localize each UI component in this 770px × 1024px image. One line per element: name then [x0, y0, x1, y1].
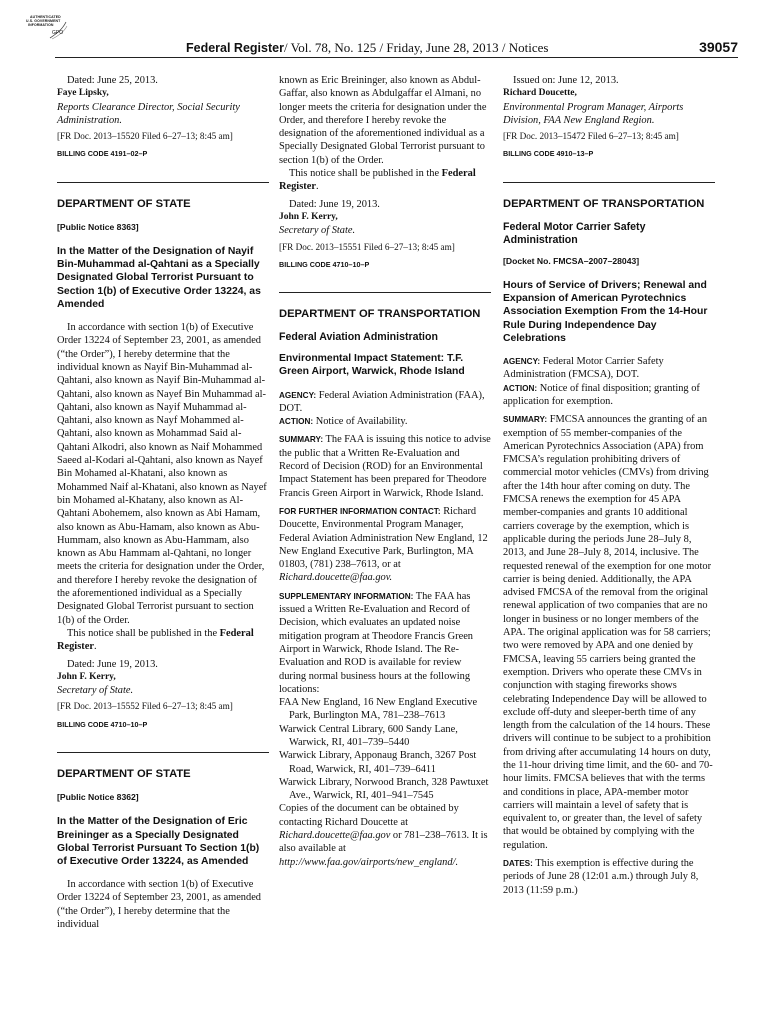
column-2 — [279, 74, 491, 869]
issue-info: / Vol. 78, No. 125 / Friday, June 28, 2013 / Notices — [283, 40, 549, 55]
billing-code: BILLING CODE 4191–02–P — [57, 149, 148, 159]
document-title: Environmental Impact Statement: T.F. Green Airport, Warwick, Rhode Island — [279, 353, 465, 378]
dates-section: DATES: This exemption is effective during the periods of June 28 (12:01 a.m.) through July 8, 2013 (11:59 p.m.) — [503, 858, 699, 896]
page-number: 39057 — [699, 39, 738, 55]
publication-note: This notice shall be published in the Federal Register. — [57, 627, 254, 653]
agency-section: AGENCY: Federal Aviation Administration (FAA), DOT. ACTION: Notice of Availability. — [279, 389, 485, 428]
billing-code: BILLING CODE 4710–10–P — [57, 719, 148, 729]
logo-gpo: GPO — [52, 30, 64, 36]
section-divider — [57, 182, 269, 183]
logo-line-2: U.S. GOVERNMENT — [26, 19, 61, 23]
public-notice-number: [Public Notice 8362] — [57, 792, 139, 802]
sub-agency-heading: Federal Motor Carrier Safety Administration — [503, 220, 646, 246]
location-item: Warwick Central Library, 600 Sandy Lane, Warwick, RI, 401–739–5440 — [279, 723, 458, 748]
document-title: In the Matter of the Designation of Eric Breininger as a Specially Designated Global Terrorist Pursuant To Section 1(b) of Executive Order 13224, as Amended — [57, 816, 260, 867]
logo-line-1: AUTHENTICATED — [30, 15, 61, 19]
body-paragraph: In accordance with section 1(b) of Executive Order 13224 of September 23, 2001, as amended (“the Order”), I hereby determine that the individual — [57, 879, 262, 930]
column-1 — [57, 74, 269, 931]
section-divider — [279, 292, 491, 293]
billing-code: BILLING CODE 4710–10–P — [279, 259, 370, 269]
summary-section: SUMMARY: FMCSA announces the granting of an exemption of 55 member-companies of the American Pyrotechnics Association (APA) from FMCSA’s regulation prohibiting drivers of commercial motor vehicles (CMVs) from driving after the 14th hour after coming on duty. The FMCSA renews the exemption for 45 APA member-companies and grants 10 additional carriers coverage by the exemption, which is applicable during the periods June 28–July 8, 2013, and June 28–July 8, 2014, inclusive. The requested renewal of the exemption for one motor carrier is being denied. Additionally, the APA advised FMCSA of the removal from the original renewal application of two companies that are no longer in business or no longer members of the APA. The original application was for 58 carriers; two were removed by APA and one denied by FMCSA, leaving 55 carriers being granted the exemption. Drivers who operate these CMVs in conjunction with staging fireworks shows celebrating Independence Day will be allowed to exclude off-duty and sleeper-berth time of any length from the calculation of the 14 hours. These drivers will continue to be subject to a prohibition from driving after accumulating 14 hours on duty, the 11-hour driving time limit, and the 60- and 70-hour limits. FMCSA believes that with the terms and conditions in place, APA-member motor carriers will maintain a level of safety that is equivalent to, or greater than, the level of safety that would be obtained by complying with the regulation. — [503, 414, 713, 851]
contact-section: FOR FURTHER INFORMATION CONTACT: Richard Doucette, Environmental Program Manager, Federal Aviation Administration New England, 12 New England Executive Park, Burlington, MA 01803, (781) 238–7613, or at Richard.doucette@faa.gov. — [279, 505, 488, 584]
summary-section: SUMMARY: The FAA is issuing this notice to advise the public that a Written Re-Evaluation and Record of Decision (ROD) for an Environmental Impact Statement has been prepared for Theodore Francis Green Airport in Warwick, Rhode Island. — [279, 434, 491, 499]
logo-line-3: INFORMATION — [28, 23, 54, 27]
signature-date: Dated: June 25, 2013. — [67, 75, 158, 86]
signer-name: Faye Lipsky, — [57, 88, 109, 99]
section-divider — [57, 752, 269, 753]
fr-doc-citation: [FR Doc. 2013–15520 Filed 6–27–13; 8:45 am] — [57, 131, 233, 142]
department-heading: DEPARTMENT OF STATE — [57, 197, 191, 210]
copies-paragraph: Copies of the document can be obtained by contacting Richard Doucette at Richard.doucette@faa.gov or 781–238–7613. It is also available at http://www.faa.gov/airports/new_england/. — [279, 803, 488, 868]
gpo-authenticated-logo — [22, 12, 68, 40]
signature-date: Issued on: June 12, 2013. — [513, 75, 619, 86]
document-title: Hours of Service of Drivers; Renewal and Expansion of American Pyrotechnics Association Exemption From the 14-Hour Rule During Independence Day Celebrations — [503, 280, 708, 344]
document-title: In the Matter of the Designation of Nayif Bin-Muhammad al-Qahtani as a Specially Designated Global Terrorist Pursuant to Section 1(b) of Executive Order 13224, as Amended — [57, 246, 261, 310]
department-heading: DEPARTMENT OF TRANSPORTATION — [503, 197, 705, 210]
signature-date: Dated: June 19, 2013. — [67, 658, 158, 670]
signer-title: Environmental Program Manager, Airports Division, FAA New England Region. — [503, 101, 684, 126]
column-3 — [503, 74, 715, 902]
body-paragraph: In accordance with section 1(b) of Executive Order 13224 of September 23, 2001, as amended (“the Order”), I hereby determine that the individual known as Nayif Bin-Muhammad al-Qahtani, also known as Nayif Bin-Muhammad al-Qahtani, also known as Nayef Bin Muhammad al-Qahtani, also known as Nayif Muhammad al-Qahtani, also known as Nayf Mohammed al-Qahtani, also known as Mohammad Said al-Qahtani Alkodri, also known as Naif Mohammed Saeed al-Kodari al-Qahtani, also known as Nayef Bin Mohamed al-Khatani, also known as Mohammed Naif al-Khatani, also known as Nayef bin Mohamed al-Khatany, also known as Al-Qahtani Abohemem, also known as Abi Hamam, also known as Abu-Hamam, also known as Abu-Hummam, also known as Abu-Hammam, also known as Abu Hammam al-Qahtani, no longer meets the criteria for designation under the Order, and therefore I hereby revoke the designation of the aforementioned individual as a Specially Designated Global Terrorist pursuant to section 1(b) of the Order. — [57, 322, 267, 626]
body-paragraph-continued: known as Eric Breininger, also known as Abdul-Gaffar, also known as Abdulgaffar el Almani, no longer meets the criteria for designation under the Order, and therefore I hereby revoke the designation of the aforementioned individual as a Specially Designated Global Terrorist pursuant to section 1(b) of the Order. — [279, 75, 487, 166]
signer-name: John F. Kerry, — [57, 671, 116, 682]
docket-number: [Docket No. FMCSA–2007–28043] — [503, 255, 640, 266]
signer-title: Reports Clearance Director, Social Security Administration. — [57, 101, 240, 126]
fr-doc-citation: [FR Doc. 2013–15552 Filed 6–27–13; 8:45 am] — [57, 701, 233, 712]
section-divider — [503, 182, 715, 183]
supplementary-section: SUPPLEMENTARY INFORMATION: The FAA has issued a Written Re-Evaluation and Record of Decision, which evaluates an updated noise mitigation program at Theodore Francis Green Airport in Warwick, Rhode Island. The Re-Evaluation and ROD is available for review during normal business hours at the following locations: — [279, 590, 473, 695]
signer-title: Secretary of State. — [57, 685, 134, 697]
signature-date: Dated: June 19, 2013. — [289, 198, 380, 210]
signer-title: Secretary of State. — [279, 225, 356, 237]
publication-note: This notice shall be published in the Federal Register. — [279, 168, 476, 193]
journal-name: Federal Register — [186, 41, 284, 55]
contact-email-link[interactable]: Richard.doucette@faa.gov. — [279, 572, 393, 584]
department-heading: DEPARTMENT OF STATE — [57, 768, 191, 780]
faa-url-link[interactable]: http://www.faa.gov/airports/new_england/. — [279, 856, 459, 868]
location-item: FAA New England, 16 New England Executive Park, Burlington MA, 781–238–7613 — [279, 697, 478, 722]
fr-doc-citation: [FR Doc. 2013–15551 Filed 6–27–13; 8:45 am] — [279, 241, 455, 252]
location-item: Warwick Library, Apponaug Branch, 3267 Post Road, Warwick, RI, 401–739–6411 — [279, 750, 477, 775]
signer-name: Richard Doucette, — [503, 88, 577, 99]
location-item: Warwick Library, Norwood Branch, 328 Pawtuxet Ave., Warwick, RI, 401–941–7545 — [279, 776, 489, 802]
signer-name: John F. Kerry, — [279, 211, 338, 222]
agency-section: AGENCY: Federal Motor Carrier Safety Administration (FMCSA), DOT. ACTION: Notice of final disposition; granting of application for exemption. — [503, 356, 700, 407]
header-rule — [55, 57, 738, 58]
department-heading: DEPARTMENT OF TRANSPORTATION — [279, 308, 481, 321]
public-notice-number: [Public Notice 8363] — [57, 221, 139, 232]
sub-agency-heading: Federal Aviation Administration — [279, 331, 438, 344]
running-head — [186, 40, 548, 56]
fr-doc-citation: [FR Doc. 2013–15472 Filed 6–27–13; 8:45 am] — [503, 131, 679, 142]
billing-code: BILLING CODE 4910–13–P — [503, 149, 594, 159]
copies-email-link[interactable]: Richard.doucette@faa.gov — [279, 830, 391, 842]
